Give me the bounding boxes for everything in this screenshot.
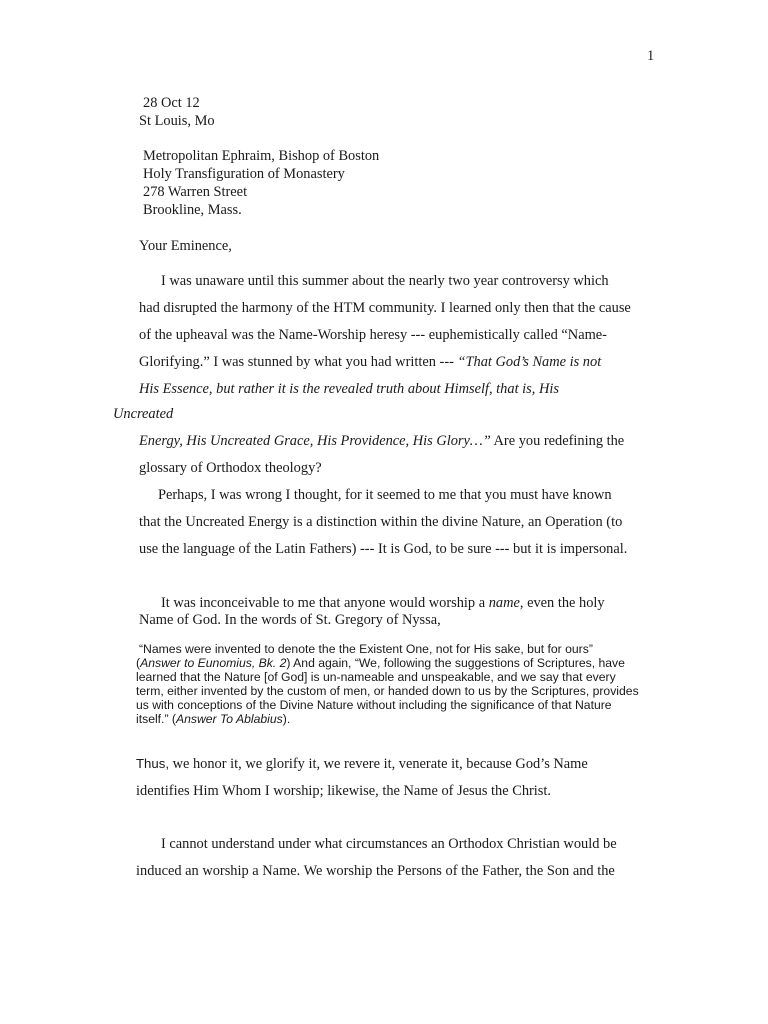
quote-line: us with conceptions of the Divine Nature without including the significance of that Nature: [136, 698, 612, 712]
plain-text: It was inconceivable to me that anyone would worship a: [161, 595, 489, 611]
recipient-organization: Holy Transfiguration of Monastery: [143, 166, 345, 182]
quote-line: [136, 657, 625, 671]
paragraph-line: I was unaware until this summer about the nearly two year controversy which: [161, 273, 609, 289]
citation: Answer To Ablabius: [175, 712, 283, 726]
plain-text: Thus,: [136, 756, 169, 771]
paragraph-line: that the Uncreated Energy is a distinction within the divine Nature, an Operation (to: [139, 514, 623, 530]
salutation: Your Eminence,: [139, 238, 232, 254]
plain-text: ) And again, “We, following the suggestions of Scriptures, have: [286, 656, 625, 670]
paragraph-line: induced an worship a Name. We worship the Persons of the Father, the Son and the: [136, 863, 615, 879]
letter-date: 28 Oct 12: [143, 95, 200, 111]
citation: Answer to Eunomius, Bk. 2: [140, 656, 287, 670]
paragraph-line: [161, 595, 605, 612]
paragraph-line: had disrupted the harmony of the HTM community. I learned only then that the cause: [139, 300, 631, 316]
paragraph-line: Perhaps, I was wrong I thought, for it seemed to me that you must have known: [158, 487, 612, 503]
plain-text: we honor it, we glorify it, we revere it, venerate it, because God’s Name: [168, 756, 588, 772]
plain-text: , even the holy: [519, 595, 605, 611]
plain-text: ).: [282, 712, 291, 726]
quote-line: learned that the Nature [of God] is un-nameable and unspeakable, and we say that every: [136, 670, 616, 684]
plain-text: itself.” (: [136, 712, 176, 726]
italic-quote: Uncreated: [113, 406, 174, 422]
italic-word: name: [488, 595, 520, 611]
italic-quote: His Essence, but rather it is the revealed truth about Himself, that is, His: [139, 381, 559, 397]
letter-place: St Louis, Mo: [139, 113, 215, 129]
paragraph-line: Name of God. In the words of St. Gregory of Nyssa,: [139, 612, 441, 628]
paragraph-line: [136, 756, 588, 773]
recipient-street: 278 Warren Street: [143, 184, 248, 200]
plain-text: (: [136, 656, 141, 670]
paragraph-line: of the upheaval was the Name-Worship heresy --- euphemistically called “Name-: [139, 327, 607, 343]
paragraph-line: [139, 354, 601, 371]
paragraph-line: I cannot understand under what circumstances an Orthodox Christian would be: [161, 836, 617, 852]
recipient-city: Brookline, Mass.: [143, 202, 242, 218]
plain-text: Are you redefining the: [490, 433, 625, 449]
paragraph-line: use the language of the Latin Fathers) --- It is God, to be sure --- but it is impersonal.: [139, 541, 628, 557]
plain-text: Glorifying.” I was stunned by what you had written ---: [139, 354, 458, 370]
quote-line: [136, 713, 290, 727]
quote-line: term, either invented by the custom of men, or handed down to us by the Scriptures, provides: [136, 684, 639, 698]
italic-quote: “That God’s Name is not: [457, 354, 602, 370]
page-number: 1: [647, 48, 655, 64]
recipient-name: Metropolitan Ephraim, Bishop of Boston: [143, 148, 380, 164]
quote-line: “Names were invented to denote the the Existent One, not for His sake, but for ours”: [139, 642, 593, 656]
paragraph-line: [139, 433, 624, 450]
paragraph-line: glossary of Orthodox theology?: [139, 460, 322, 476]
paragraph-line: identifies Him Whom I worship; likewise, the Name of Jesus the Christ.: [136, 783, 552, 799]
italic-quote: Energy, His Uncreated Grace, His Providence, His Glory…”: [139, 433, 491, 449]
paragraph-line: [113, 406, 173, 423]
paragraph-line: [139, 381, 559, 398]
